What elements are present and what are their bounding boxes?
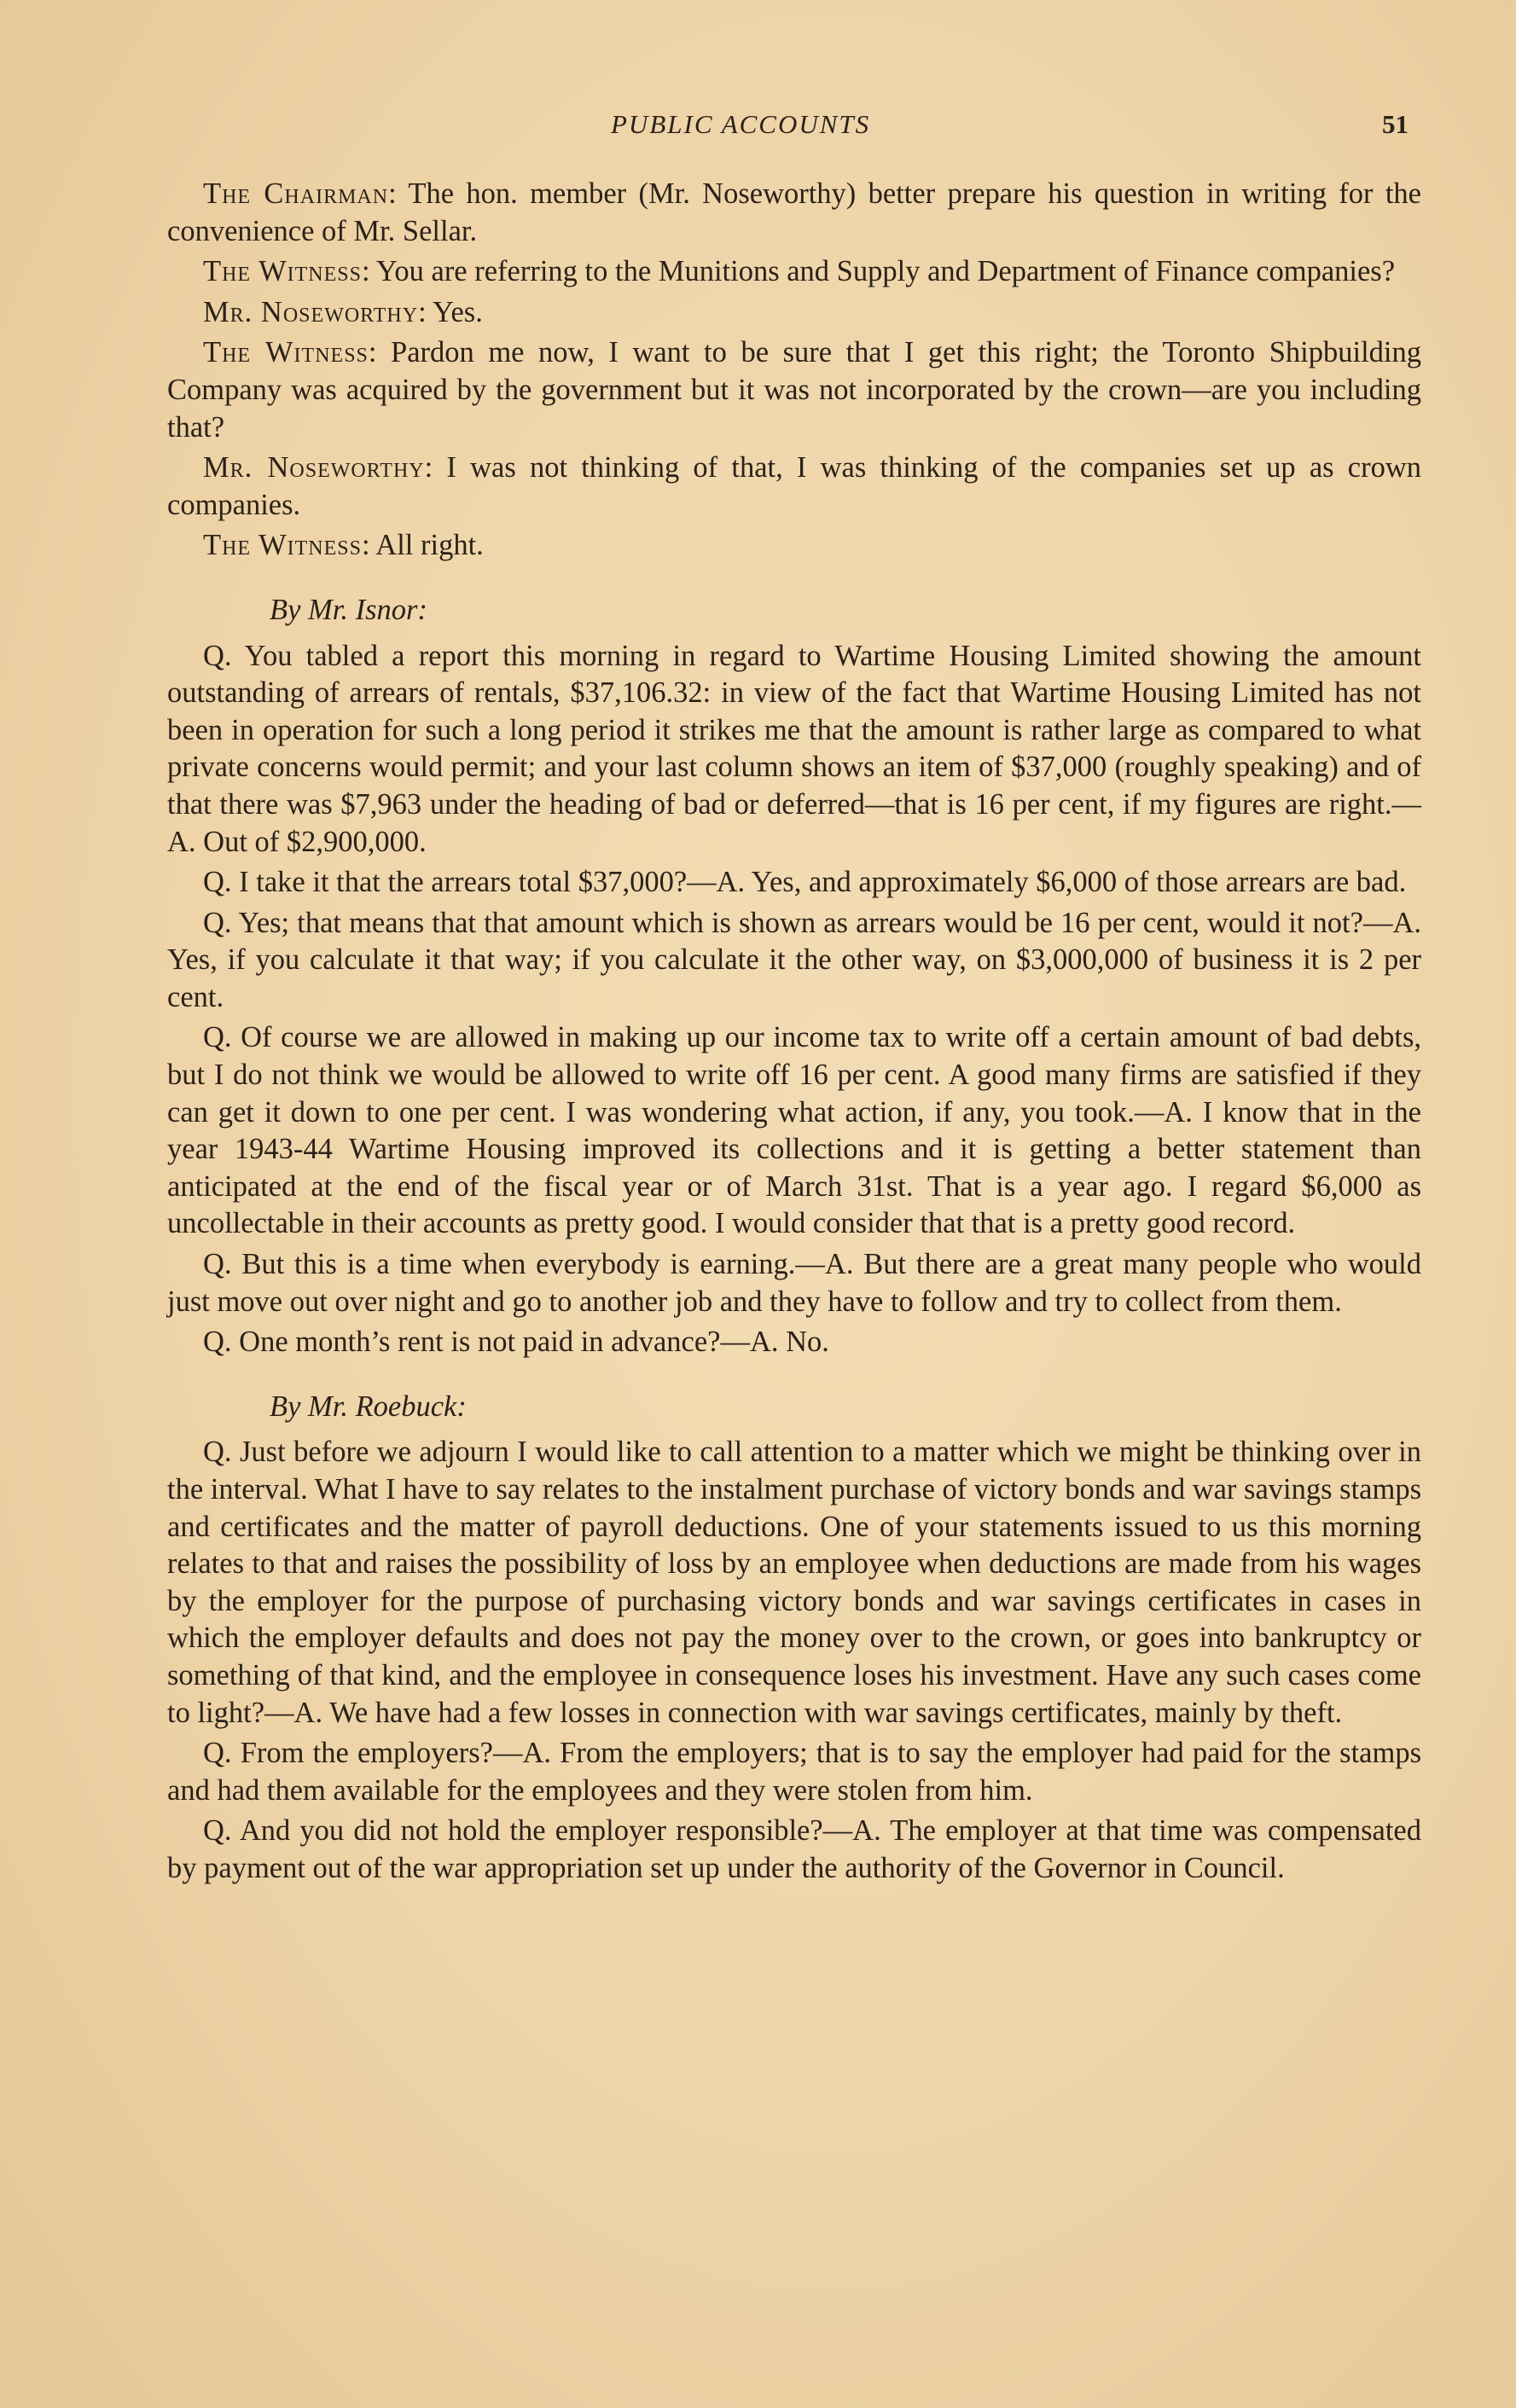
question-answer-paragraph: Q. Just before we adjourn I would like to call attention to a matter which we might be thinking over in the interval. What I have to say relates to the instalment purchase of victory bonds and war savings stamps and certificates and the matter of payroll deductions. One of your statements issued to us this morning relates to that and raises the possibility of loss by an employee when deductions are made from his wages by the employer for the purpose of purchasing victory bonds and war savings certificates in cases in which the employer defaults and does not pay the money over to the crown, or goes into bankruptcy or something of that kind, and the employee in consequence loses his investment. Have any such cases come to light?—A. We have had a few losses in connection with war savings certificates, mainly by theft. xyxy=(167,1436,1422,1729)
question-answer-paragraph: Q. Of course we are allowed in making up our income tax to write off a certain amount of bad debts, but I do not think we would be allowed to write off 16 per cent. A good many firms are satisfied if they can get it down to one per cent. I was wondering what action, if any, you took.—A. I know that in the year 1943-44 Wartime Housing improved its collections and it is getting a better statement than anticipated at the end of the fiscal year or of March 31st. That is a year ago. I regard $6,000 as uncollectable in their accounts as pretty good. I would consider that that is a pretty good record. xyxy=(167,1021,1421,1240)
speech-text: : Pardon me now, I want to be sure that I get this right; the Toronto Shipbuilding Company was acquired by the government but it was not incorporated by the crown—are you including that? xyxy=(167,336,1421,444)
speaker-name: The Chairman xyxy=(203,177,389,210)
dialogue-paragraph xyxy=(167,294,1421,332)
question-answer-paragraph: Q. You tabled a report this morning in regard to Wartime Housing Limited showing the amount outstanding of arrears of rentals, $37,106.32: in view of the fact that Wartime Housing Limited has not been in operation for such a long period it strikes me that the amount is rather large as compared to what private concerns would permit; and your last column shows an item of $37,000 (roughly speaking) and of that there was $7,963 under the heading of bad or deferred—that is 16 per cent, if my figures are right.—A. Out of $2,900,000. xyxy=(167,639,1421,858)
section-heading-roebuck: By Mr. Roebuck: xyxy=(270,1390,467,1423)
question-answer-paragraph: Q. And you did not hold the employer responsible?—A. The employer at that time was compensated by payment out of the war appropriation set up under the authority of the Governor in Council. xyxy=(167,1814,1421,1884)
section-heading-isnor: By Mr. Isnor: xyxy=(270,593,427,626)
dialogue-paragraph xyxy=(167,176,1421,250)
speech-text: : You are referring to the Munitions and Supply and Department of Finance companies? xyxy=(361,255,1396,288)
dialogue-paragraph xyxy=(167,253,1421,291)
speech-text: : I was not thinking of that, I was thinking of the companies set up as crown companies. xyxy=(167,451,1421,521)
dialogue-paragraph xyxy=(167,527,1421,565)
speech-text: : Yes. xyxy=(418,295,483,328)
speaker-name: The Witness xyxy=(203,336,369,369)
body-text xyxy=(167,176,1421,1891)
speech-text: : All right. xyxy=(361,529,484,562)
speech-text: : The hon. member (Mr. Noseworthy) better prepare his question in writing for the convenience of Mr. Sellar. xyxy=(167,177,1421,247)
page-header xyxy=(0,109,1516,152)
running-head: PUBLIC ACCOUNTS xyxy=(611,109,871,139)
dialogue-paragraph xyxy=(167,334,1421,446)
speaker-name: Mr. Noseworthy xyxy=(203,451,425,485)
page-number: 51 xyxy=(1382,109,1409,139)
question-answer-paragraph: Q. But this is a time when everybody is earning.—A. But there are a great many people who would just move out over night and go to another job and they have to follow and try to collect from them. xyxy=(167,1248,1421,1318)
speaker-name: The Witness xyxy=(203,529,362,562)
question-answer-paragraph: Q. I take it that the arrears total $37,000?—A. Yes, and approximately $6,000 of those arrears are bad. xyxy=(203,866,1407,899)
dialogue-paragraph xyxy=(167,450,1421,524)
speaker-name: The Witness xyxy=(203,255,362,288)
question-answer-paragraph: Q. Yes; that means that that amount which is shown as arrears would be 16 per cent, would it not?—A. Yes, if you calculate it that way; if you calculate it the other way, on $3,000,000 of business it is 2 per cent. xyxy=(167,906,1421,1013)
question-answer-paragraph: Q. One month’s rent is not paid in advance?—A. No. xyxy=(203,1326,829,1359)
question-answer-paragraph: Q. From the employers?—A. From the employers; that is to say the employer had paid for the stamps and had them available for the employees and they were stolen from him. xyxy=(167,1737,1421,1807)
speaker-name: Mr. Noseworthy xyxy=(203,295,419,328)
